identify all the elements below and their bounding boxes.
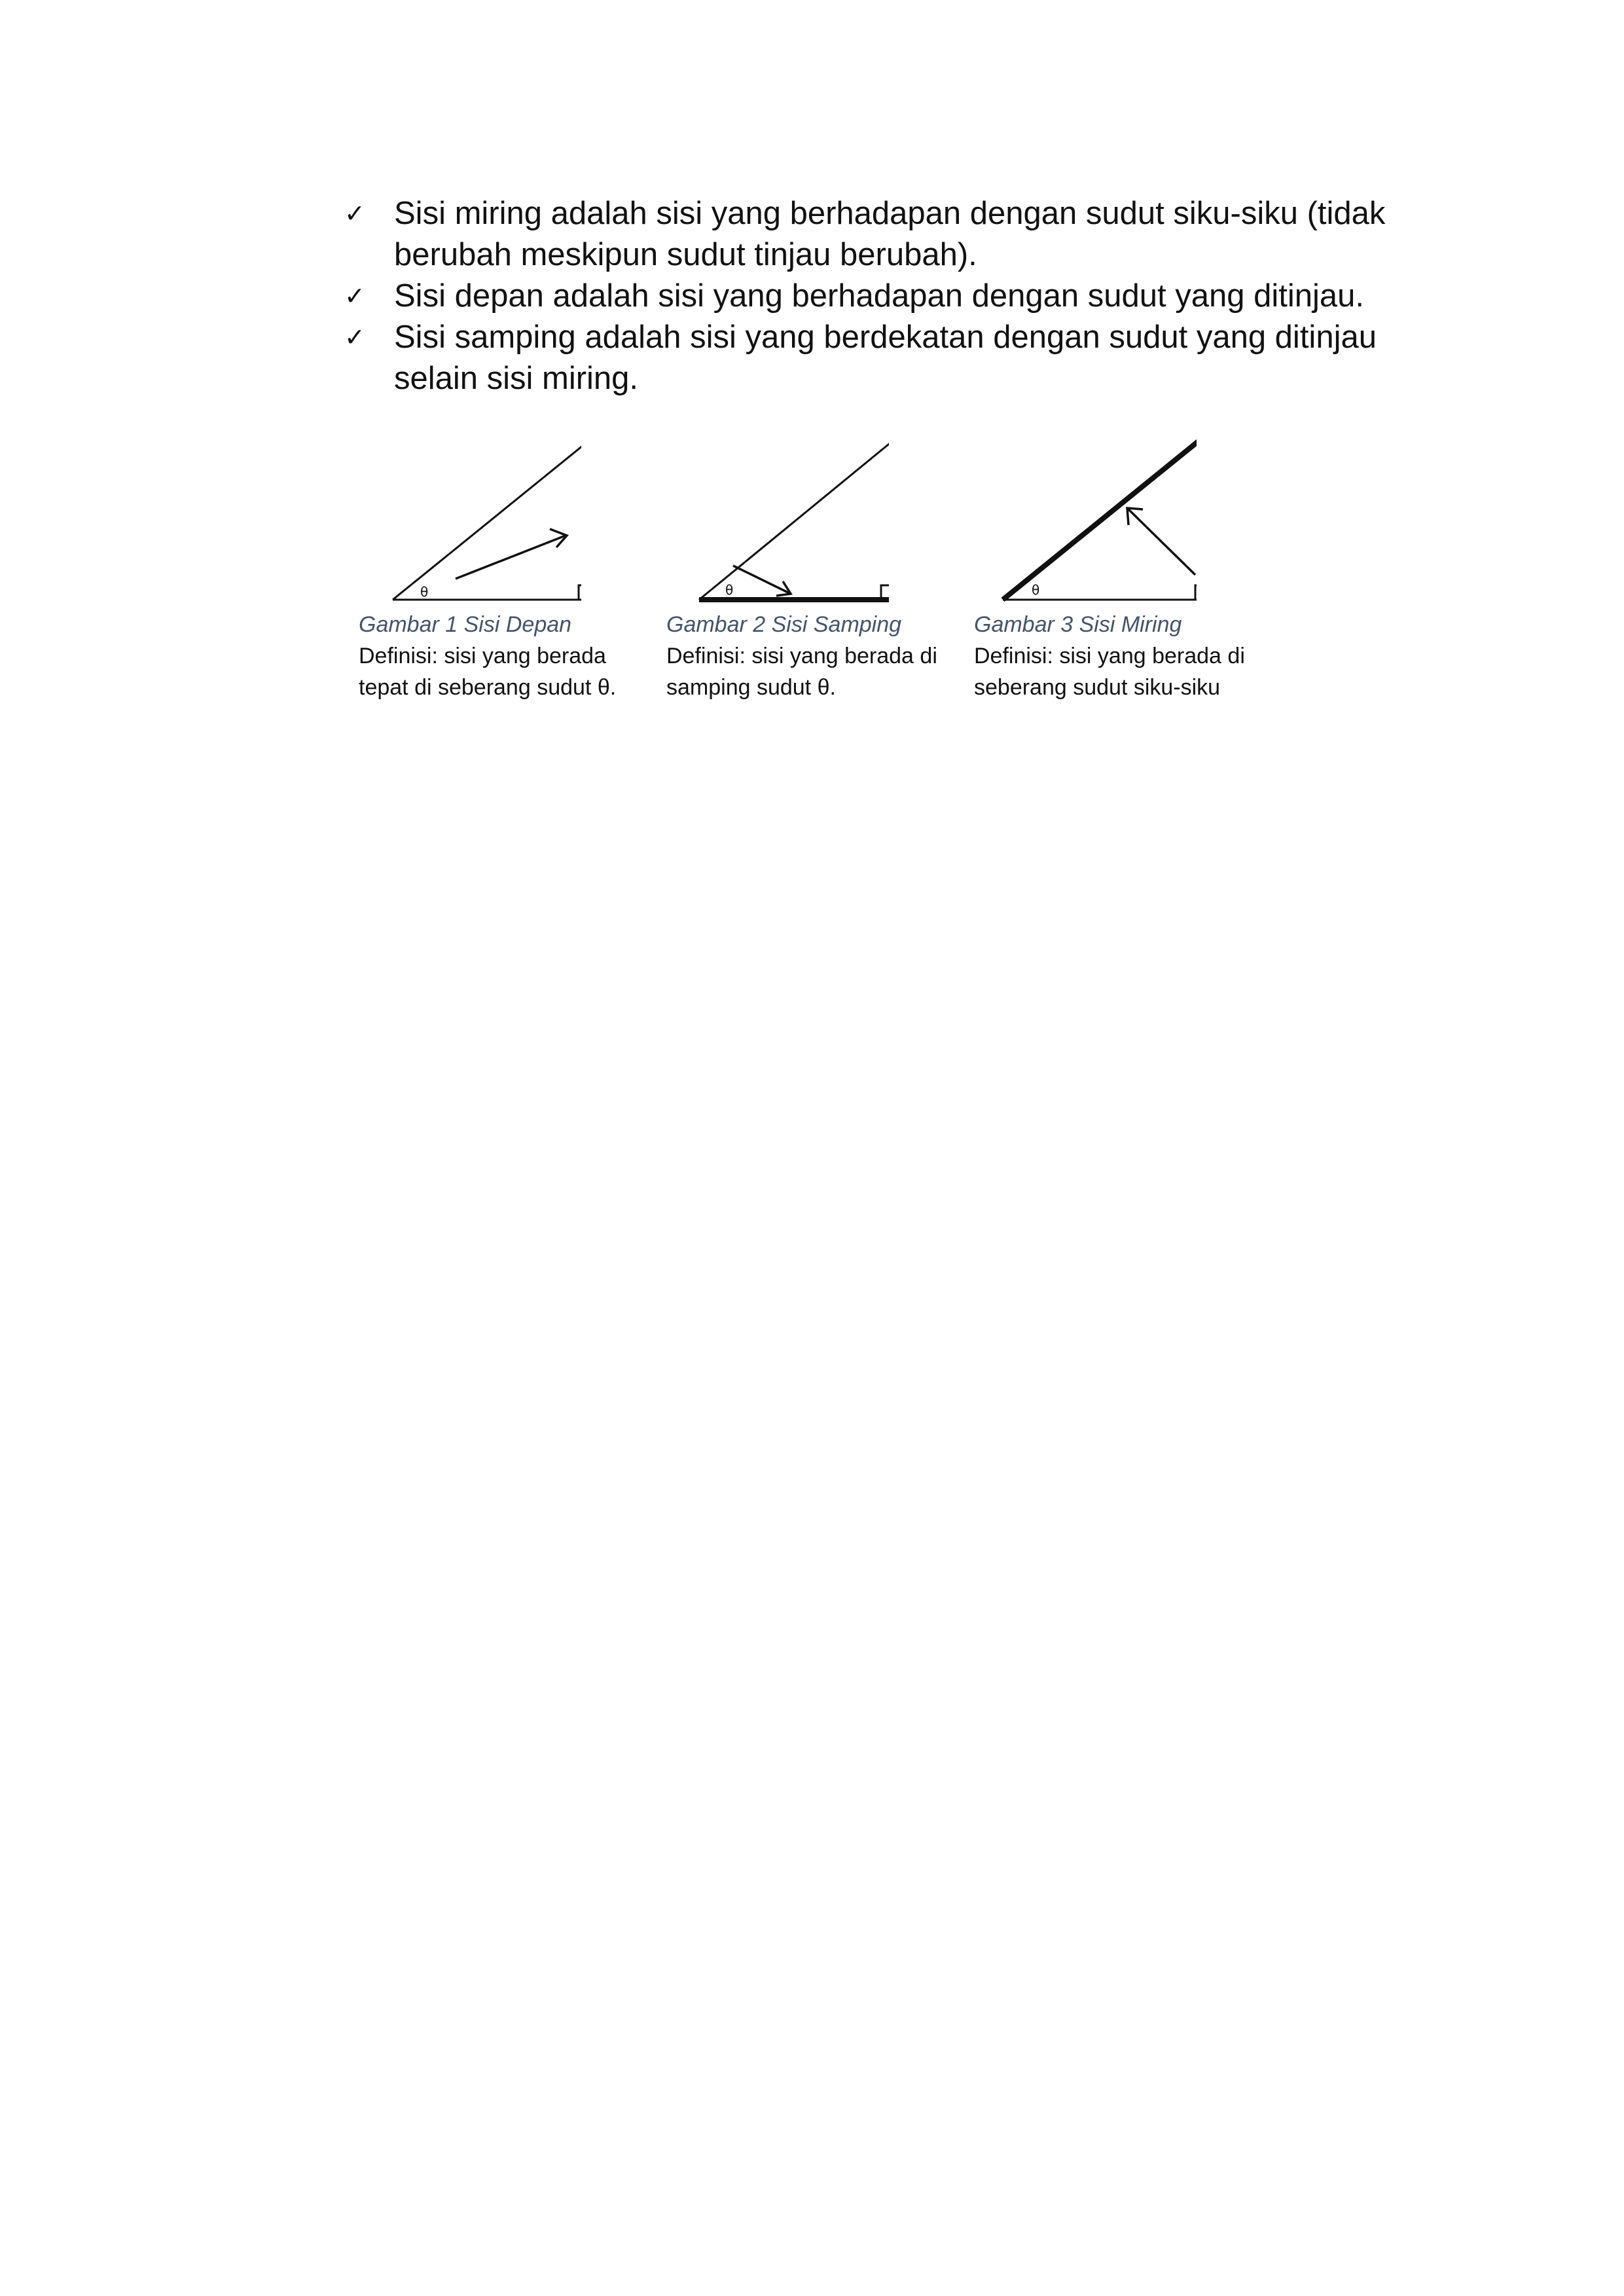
theta-label: θ — [420, 584, 429, 600]
figure-caption: Gambar 2 Sisi Samping — [666, 612, 902, 637]
hypotenuse-line — [699, 439, 889, 600]
bullet-item-hypotenuse — [340, 193, 1466, 276]
figure-caption: Gambar 3 Sisi Miring — [974, 612, 1182, 637]
check-icon: ✓ — [344, 199, 365, 228]
check-icon: ✓ — [344, 323, 365, 352]
check-icon: ✓ — [344, 282, 365, 310]
triangle-figures — [359, 419, 1295, 720]
figure-definition: Definisi: sisi yang berada di seberang sudut siku-siku — [974, 644, 1245, 700]
theta-label: θ — [725, 582, 734, 598]
right-angle-marker — [579, 585, 581, 600]
hypotenuse-line — [393, 437, 581, 600]
figure-caption: Gambar 1 Sisi Depan — [359, 612, 572, 637]
triangle-opposite-diagram — [359, 419, 581, 609]
right-angle-marker — [1195, 585, 1197, 600]
triangle-hypotenuse-diagram — [974, 419, 1197, 609]
hypotenuse-line-highlighted — [1003, 432, 1197, 600]
bullet-text: Sisi miring adalah sisi yang berhadapan dengan sudut siku-siku (tidak berubah meskipun sudut tinjau berubah). — [394, 196, 1386, 272]
bullet-item-adjacent — [340, 317, 1466, 399]
arrow-shaft — [456, 536, 566, 579]
bullet-text: Sisi depan adalah sisi yang berhadapan dengan sudut yang ditinjau. — [394, 278, 1365, 314]
theta-label: θ — [1032, 582, 1040, 598]
triangle-adjacent-diagram — [666, 419, 889, 609]
arrow-shaft — [733, 566, 789, 593]
figure-definition: Definisi: sisi yang berada tepat di seberang sudut θ. — [359, 644, 617, 700]
bullet-item-opposite — [340, 276, 1466, 317]
figure-definition: Definisi: sisi yang berada di samping sudut θ. — [666, 644, 937, 700]
definition-bullet-list — [340, 193, 1466, 399]
arrow-shaft — [1128, 509, 1195, 575]
bullet-text: Sisi samping adalah sisi yang berdekatan dengan sudut yang ditinjau selain sisi miring. — [394, 319, 1377, 396]
